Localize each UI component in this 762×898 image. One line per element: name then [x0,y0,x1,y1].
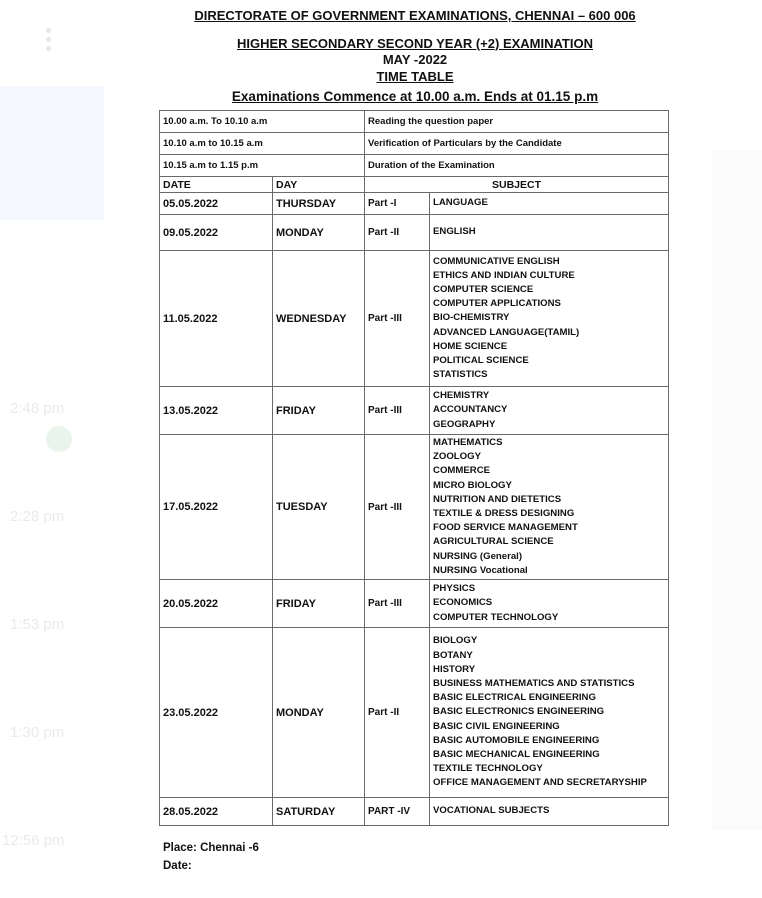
timing-activity: Verification of Particulars by the Candidate [365,133,669,155]
exam-day: WEDNESDAY [273,251,365,387]
directorate-title: DIRECTORATE OF GOVERNMENT EXAMINATIONS, CHENNAI – 600 006 [194,8,636,23]
subject-name: BASIC AUTOMOBILE ENGINEERING [433,734,600,746]
schedule-row [160,580,669,628]
exam-session: MAY -2022 [382,52,448,67]
subject-name: FOOD SERVICE MANAGEMENT [433,522,578,534]
subject-name: NURSING Vocational [433,564,528,576]
exam-part: Part -II [365,215,430,251]
subject-name: MATHEMATICS [433,437,503,448]
exam-date: 23.05.2022 [160,628,273,798]
timing-time: 10.10 a.m to 10.15 a.m [160,133,365,155]
schedule-row [160,798,669,826]
subject-name: COMMERCE [433,465,491,477]
subject-name: NURSING (General) [433,550,523,562]
subject-name: BASIC ELECTRICAL ENGINEERING [433,692,596,704]
schedule-row [160,387,669,435]
exam-part: Part -III [365,580,430,628]
exam-date: 28.05.2022 [160,798,273,826]
exam-day: TUESDAY [273,435,365,580]
subject-name: MICRO BIOLOGY [433,479,512,491]
exam-title: HIGHER SECONDARY SECOND YEAR (+2) EXAMINATION [237,36,593,51]
subject-name: COMPUTER SCIENCE [433,283,534,295]
timetable-title: TIME TABLE [376,69,454,84]
exam-subjects [430,193,669,215]
subject-name: BIOLOGY [433,635,478,647]
subject-name: HOME SCIENCE [433,340,508,352]
subject-name: ETHICS AND INDIAN CULTURE [433,269,575,281]
exam-part: Part -II [365,628,430,798]
timing-row [160,155,669,177]
background-panel-right [712,150,762,830]
schedule-row [160,215,669,251]
subject-name: LANGUAGE [433,197,488,209]
timing-row [160,111,669,133]
timing-activity: Reading the question paper [365,111,669,133]
subject-name: CHEMISTRY [433,390,490,402]
timing-time: 10.00 a.m. To 10.10 a.m [160,111,365,133]
timetable [159,110,669,826]
subject-name: ACCOUNTANCY [433,404,508,416]
exam-day: FRIDAY [273,580,365,628]
subject-name: BOTANY [433,649,473,661]
exam-day: FRIDAY [273,387,365,435]
subject-name: BASIC MECHANICAL ENGINEERING [433,749,600,761]
subject-name: COMPUTER APPLICATIONS [433,298,561,310]
subject-name: ZOOLOGY [433,451,481,463]
subject-name: NUTRITION AND DIETETICS [433,493,562,505]
subject-name: COMMUNICATIVE ENGLISH [433,255,560,267]
exam-day: THURSDAY [273,193,365,215]
exam-part: Part -III [365,251,430,387]
exam-subjects [430,435,669,580]
exam-date: 05.05.2022 [160,193,273,215]
chat-time: 12:56 pm [2,832,65,849]
schedule-row [160,193,669,215]
chat-time: 2:28 pm [10,508,65,525]
chat-time: 2:48 pm [10,400,65,417]
subject-name: COMPUTER TECHNOLOGY [433,611,559,623]
unread-badge [46,426,72,452]
chat-time: 1:30 pm [10,724,65,741]
exam-date: 09.05.2022 [160,215,273,251]
column-header-day: DAY [273,177,365,193]
timing-activity: Duration of the Examination [365,155,669,177]
timing-time: 10.15 a.m to 1.15 p.m [160,155,365,177]
footer-place: Place: Chennai -6 [163,842,259,854]
schedule-row [160,435,669,580]
exam-day: MONDAY [273,215,365,251]
exam-hours-note: Examinations Commence at 10.00 a.m. Ends at 01.15 p.m [231,89,599,104]
subject-name: BASIC ELECTRONICS ENGINEERING [433,706,605,718]
subject-name: TEXTILE & DRESS DESIGNING [433,508,575,520]
exam-subjects [430,387,669,435]
column-header-row [160,177,669,193]
subject-name: HISTORY [433,663,476,675]
exam-part: PART -IV [365,798,430,826]
subject-name: AGRICULTURAL SCIENCE [433,536,554,548]
schedule-row [160,628,669,798]
exam-day: MONDAY [273,628,365,798]
exam-subjects [430,798,669,826]
subject-name: ENGLISH [433,226,476,238]
subject-name: PHYSICS [433,583,476,595]
exam-date: 11.05.2022 [160,251,273,387]
subject-name: BASIC CIVIL ENGINEERING [433,720,560,732]
subject-name: VOCATIONAL SUBJECTS [433,805,550,817]
exam-part: Part -III [365,435,430,580]
exam-subjects [430,580,669,628]
exam-subjects [430,628,669,798]
exam-day: SATURDAY [273,798,365,826]
subject-name: BUSINESS MATHEMATICS AND STATISTICS [433,678,635,690]
exam-subjects [430,215,669,251]
subject-name: TEXTILE TECHNOLOGY [433,763,543,775]
exam-date: 13.05.2022 [160,387,273,435]
subject-name: BIO-CHEMISTRY [433,312,510,324]
exam-part: Part -I [365,193,430,215]
subject-name: ECONOMICS [433,597,493,609]
subject-name: OFFICE MANAGEMENT AND SECRETARYSHIP [433,777,647,789]
subject-name: POLITICAL SCIENCE [433,355,529,366]
chat-time: 1:53 pm [10,616,65,633]
subject-name: GEOGRAPHY [433,418,496,430]
subject-name: ADVANCED LANGUAGE(TAMIL) [433,326,580,338]
background-panel [0,86,104,220]
subject-name: STATISTICS [433,369,488,381]
exam-part: Part -III [365,387,430,435]
footer-date: Date: [163,860,192,872]
schedule-row [160,251,669,387]
column-header-date: DATE [160,177,273,193]
exam-subjects [430,251,669,387]
column-header-subject: SUBJECT [365,177,669,193]
exam-date: 17.05.2022 [160,435,273,580]
timing-row [160,133,669,155]
exam-date: 20.05.2022 [160,580,273,628]
